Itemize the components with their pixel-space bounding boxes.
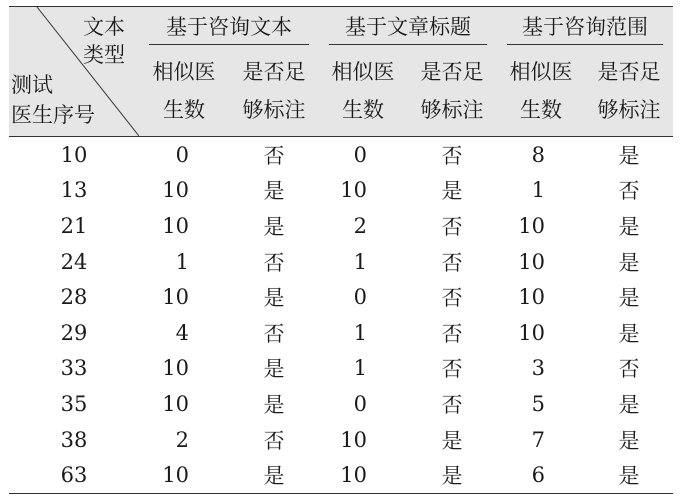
table-row [9,279,673,315]
corner-bottom-label [11,70,95,130]
subheader-enough: 是否足 够标注 [420,59,484,122]
cell-doctor-id: 28 [60,285,88,310]
cell-flag: 是 [618,392,640,417]
corner-top-line2: 类型 [83,43,125,67]
cell-flag: 否 [618,357,640,382]
table-row [9,422,673,458]
cell-doctor-id: 38 [60,427,88,452]
group-header-consult-scope: 基于咨询范围 [497,7,673,46]
cell-value: 10 [518,285,545,310]
cell-flag: 是 [263,179,285,204]
table-row [9,244,673,280]
cell-doctor-id: 13 [60,178,88,203]
cell-flag: 是 [441,179,463,204]
cell-value: 5 [531,391,545,416]
table-row [9,137,673,173]
cell-value: 1 [353,320,367,345]
cell-flag: 是 [441,428,463,453]
cell-value: 10 [340,427,367,452]
table-row [9,173,673,209]
table-row [9,208,673,244]
cell-doctor-id: 24 [60,249,88,274]
cell-value: 0 [353,285,367,310]
cell-value: 0 [353,391,367,416]
cell-value: 1 [353,249,367,274]
cell-flag: 否 [263,428,285,453]
group-header-article-title: 基于文章标题 [319,7,497,46]
cell-flag: 是 [618,250,640,275]
cell-value: 10 [518,249,545,274]
cell-flag: 是 [618,286,640,311]
cell-value: 2 [353,213,367,238]
cell-value: 6 [531,463,545,488]
cell-value: 10 [340,178,367,203]
cell-flag: 是 [263,357,285,382]
header-row-groups [9,7,673,46]
cell-value: 1 [531,178,545,203]
cell-doctor-id: 21 [60,213,88,238]
corner-header [9,7,139,137]
cell-value: 10 [340,463,367,488]
cell-flag: 否 [263,321,285,346]
doctor-annotation-table [9,6,673,494]
subheader-enough: 是否足 够标注 [242,59,306,122]
cell-value: 10 [162,356,189,381]
cell-value: 10 [518,213,545,238]
cell-value: 1 [353,356,367,381]
cell-doctor-id: 10 [60,142,88,167]
cell-flag: 是 [618,428,640,453]
cell-flag: 是 [263,392,285,417]
cell-flag: 是 [441,464,463,489]
cell-value: 10 [162,463,189,488]
cell-flag: 否 [441,286,463,311]
cell-value: 0 [175,142,189,167]
cell-flag: 是 [618,464,640,489]
table-row [9,386,673,422]
cell-flag: 是 [263,214,285,239]
cell-value: 0 [353,142,367,167]
cell-flag: 否 [441,250,463,275]
cell-value: 8 [531,142,545,167]
cell-value: 10 [162,285,189,310]
cell-doctor-id: 29 [60,320,88,345]
cell-flag: 是 [618,321,640,346]
cell-value: 4 [175,320,189,345]
cell-flag: 否 [441,321,463,346]
cell-flag: 是 [263,286,285,311]
corner-top-label [83,13,125,69]
subheader-enough: 是否足 够标注 [597,59,661,122]
cell-value: 10 [518,320,545,345]
cell-doctor-id: 33 [60,356,88,381]
corner-bottom-line2: 医生序号 [11,103,95,127]
cell-flag: 否 [618,179,640,204]
table-row [9,457,673,493]
subheader-similar: 相似医 生数 [509,59,573,122]
cell-flag: 否 [441,392,463,417]
cell-flag: 是 [263,464,285,489]
cell-flag: 否 [441,143,463,168]
group-header-consult-text: 基于咨询文本 [139,7,319,46]
cell-value: 2 [175,427,189,452]
table-row [9,351,673,387]
subheader-similar: 相似医 生数 [152,59,216,122]
cell-value: 10 [162,213,189,238]
cell-value: 1 [175,249,189,274]
cell-value: 10 [162,391,189,416]
corner-top-line1: 文本 [83,15,125,39]
table-row [9,315,673,351]
cell-flag: 是 [618,214,640,239]
subheader-similar: 相似医 生数 [331,59,395,122]
cell-flag: 否 [441,214,463,239]
corner-bottom-line1: 测试 [11,73,53,97]
cell-doctor-id: 63 [60,463,88,488]
cell-value: 3 [531,356,545,381]
cell-flag: 否 [263,250,285,275]
cell-flag: 否 [441,357,463,382]
cell-flag: 是 [618,143,640,168]
cell-value: 7 [531,427,545,452]
cell-flag: 否 [263,143,285,168]
cell-value: 10 [162,178,189,203]
cell-doctor-id: 35 [60,391,88,416]
